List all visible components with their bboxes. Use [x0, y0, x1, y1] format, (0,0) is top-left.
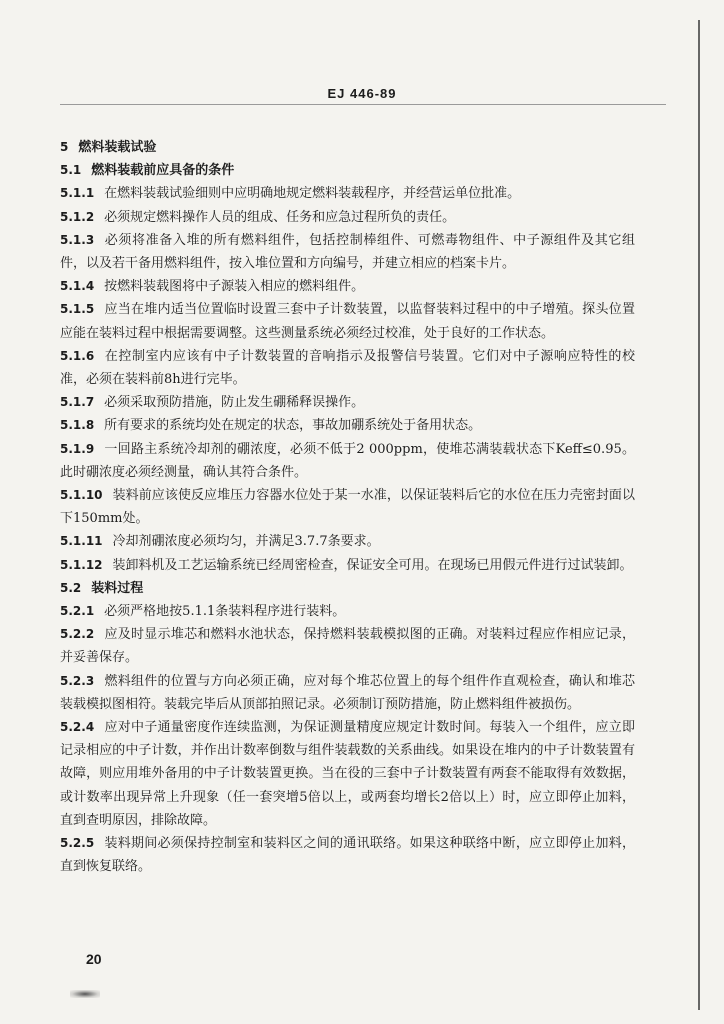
- clause-paragraph: 5.2.1 必须严格地按5.1.1条装料程序进行装料。: [60, 604, 346, 620]
- clause-paragraph: 5.1.2 必须规定燃料操作人员的组成、任务和应急过程所负的责任。: [60, 209, 456, 225]
- clause-paragraph: 5.2.5 装料期间必须保持控制室和装料区之间的通讯联络。如果这种联络中断，应立即停止加料，直到恢复联络。: [60, 836, 635, 875]
- clause-paragraph: 5.1.7 必须采取预防措施，防止发生硼稀释误操作。: [60, 395, 365, 411]
- clause-paragraph: 5.1.6 在控制室内应该有中子计数装置的音响指示及报警信号装置。它们对中子源响应特性的校准，必须在装料前8h进行完毕。: [60, 348, 635, 388]
- page-edge-shadow: [698, 20, 700, 1010]
- document-body: [60, 136, 635, 879]
- clause-paragraph: 5.2.3 燃料组件的位置与方向必须正确，应对每个堆芯位置上的每个组件作直观检查，确认和堆芯装载模拟图相符。装载完毕后从顶部拍照记录。必须制订预防措施，防止燃料组件被损伤。: [60, 673, 635, 712]
- clause-paragraph: 5.1.3 必须将准备入堆的所有燃料组件，包括控制棒组件、可燃毒物组件、中子源组件及其它组件，以及若干备用燃料组件，按入堆位置和方向编号，并建立相应的档案卡片。: [60, 232, 635, 272]
- clause-paragraph: 5.1.4 按燃料装载图将中子源装入相应的燃料组件。: [60, 279, 365, 295]
- clause-paragraph: 5.1.8 所有要求的系统均处在规定的状态，事故加硼系统处于备用状态。: [60, 418, 482, 434]
- clause-paragraph: 5.1.11 冷却剂硼浓度必须均匀，并满足3.7.7条要求。: [60, 534, 380, 550]
- clause-paragraph: 5.1.5 应当在堆内适当位置临时设置三套中子计数装置，以监督装料过程中的中子增殖。探头位置应能在装料过程中根据需要调整。这些测量系统必须经过校准，处于良好的工作状态。: [60, 302, 635, 341]
- section-heading: 5 燃料装载试验: [60, 140, 157, 155]
- clause-paragraph: 5.2.2 应及时显示堆芯和燃料水池状态，保持燃料装载模拟图的正确。对装料过程应作相应记录，并妥善保存。: [60, 627, 635, 666]
- clause-paragraph: 5.1.12 装卸料机及工艺运输系统已经周密检查，保证安全可用。在现场已用假元件进行过试装卸。: [60, 557, 633, 573]
- clause-paragraph: 5.1.10 装料前应该使反应堆压力容器水位处于某一水准，以保证装料后它的水位在压力壳密封面以下150mm处。: [60, 488, 635, 527]
- document-header: EJ 446-89: [327, 86, 397, 101]
- clause-paragraph: 5.1.1 在燃料装载试验细则中应明确地规定燃料装载程序，并经营运单位批准。: [60, 186, 521, 202]
- header-rule: [60, 104, 666, 105]
- clause-paragraph: 5.1.9 一回路主系统冷却剂的硼浓度，必须不低于2 000ppm，使堆芯满装载状态下Keff≤0.95。此时硼浓度必须经测量，确认其符合条件。: [60, 441, 635, 480]
- clause-paragraph: 5.2.4 应对中子通量密度作连续监测，为保证测量精度应规定计数时间。每装入一个组件，应立即记录相应的中子计数，并作出计数率倒数与组件装载数的关系曲线。如果设在堆内的中子计数装置有故障，则应用堆外备用的中子计数装置更换。当在役的三套中子计数装置有两套不能取得有效数据，或计数率出现异常上升现象（任一套突增5倍以上，或两套均增长2倍以上）时，应立即停止加料，直到查明原因，排除故障。: [60, 720, 635, 828]
- scan-smudge: [70, 990, 100, 998]
- subsection-heading: 5.1 燃料装载前应具备的条件: [60, 163, 235, 179]
- subsection-heading: 5.2 装料过程: [60, 580, 144, 596]
- page-number: 20: [86, 951, 102, 967]
